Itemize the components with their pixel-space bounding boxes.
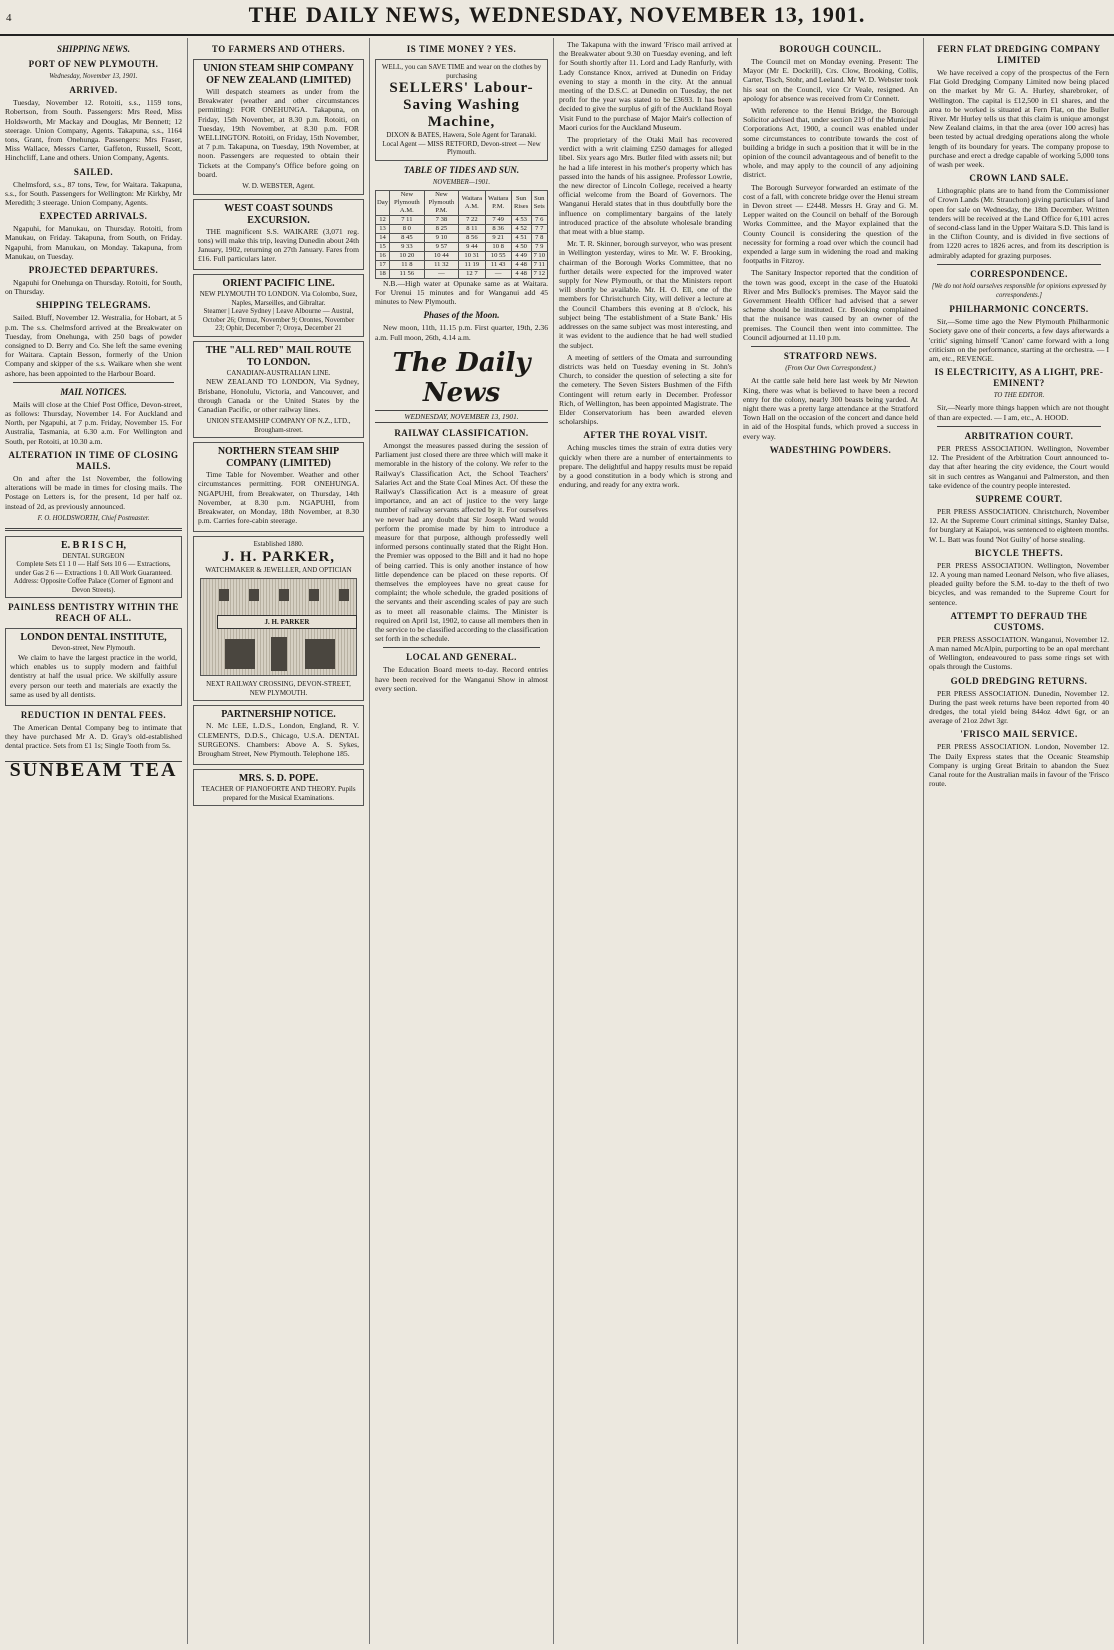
parker-sub: WATCHMAKER & JEWELLER, AND OPTICIAN: [205, 565, 352, 574]
window: [219, 589, 229, 601]
window: [279, 589, 289, 601]
union-schedule: Will despatch steamers as under from the Breakwater (weather and other circumstances permitting): FOR ONEHUNGA. Takapuna, on Friday, 15th November, at 8.30 p.m. Rotoiti, on Tuesday, 19th November, at 8.30 p.m. FOR WELLINGTON. Rotoiti, on Friday, 15th November, at 7 p.m. Takapuna, on Tuesday, 19th November, at noon. Passengers are requested to obtain their Tickets at the Company's Office before going on board.: [198, 87, 359, 179]
frisco-heading: 'FRISCO MAIL SERVICE.: [960, 729, 1078, 740]
newspaper-title: [0, 2, 1114, 28]
tides-cell: 4 50: [511, 242, 531, 251]
tides-column-header: New Plymouth A.M.: [390, 190, 425, 215]
tides-cell: 16: [376, 251, 390, 260]
tides-note: N.B.—High water at Opunake same as at Waitara. For Urenui 15 minutes and for Wanganui add 45 minutes to New Plymouth.: [375, 278, 548, 307]
expected-heading: EXPECTED ARRIVALS.: [39, 211, 148, 222]
tides-cell: 11 19: [459, 260, 485, 269]
local-general-text: The Education Board meets to-day. Record entries have been received for the Wanganui Show in almost every section.: [375, 665, 548, 693]
shop-window: [225, 639, 255, 669]
west-coast-ad: [193, 199, 364, 271]
local-news-a: The Takapuna with the inward 'Frisco mail arrived at the Breakwater about 9.30 on Tuesday evening, and left for South shortly after 11. Lord and Lady Ranfurly, with Lady Constance Knox, arrived at Dunedin on Friday evening to stay a month in the city. At the annual meeting of the D.S.C. at Dunedin on Tuesday, the net profit for the year was stated to be £3693. It has been decided to give the surplus of gift of the Auckland Royal Visit Fund to the purchase of Major Mair's collection of Maori curios for the Auckland Museum.: [559, 40, 732, 132]
tides-cell: 8 36: [485, 224, 511, 233]
west-coast-heading: WEST COAST SOUNDS EXCURSION.: [224, 202, 333, 226]
farmers-heading: TO FARMERS AND OTHERS.: [211, 44, 346, 54]
tides-cell: 4 48: [511, 260, 531, 269]
alteration-text: On and after the 1st November, the following alterations will be made in times for closing mails. The Postage on Letters is, for the present, 1d per half oz. instead of 2d, as previously announced.: [5, 473, 182, 511]
tides-cell: 7 22: [459, 215, 485, 224]
tides-cell: 12: [376, 215, 390, 224]
borough-text-d: The Sanitary Inspector reported that the condition of the town was good, except in the case of the Huatoki River and Mrs Bullock's premises. The Mayor said the Government Health Officer had advised that a sewer scheme should be instituted. Cr. Brooking complained that the nuisance was caused by an owner of the premises. The Council then went into committee. The Council adjourned at 11.10 p.m.: [743, 268, 918, 342]
parker-jeweller-ad: [193, 536, 364, 701]
london-dental-ad: [5, 628, 182, 706]
arrived-heading: ARRIVED.: [69, 85, 118, 96]
tides-cell: 7 49: [485, 215, 511, 224]
tides-heading: TABLE OF TIDES AND SUN.: [403, 164, 520, 175]
dentist-role: DENTAL SURGEON: [62, 551, 125, 560]
tides-cell: 4 49: [511, 251, 531, 260]
tides-cell: 7 9: [531, 242, 547, 251]
orient-sub: NEW PLYMOUTH TO LONDON. Via Colombo, Suez, Naples, Marseilles, and Gibraltar.: [199, 290, 358, 307]
mail-heading: MAIL NOTICES.: [60, 386, 127, 397]
borough-text-b: With reference to the Henui Bridge, the Borough Solicitor advised that, under section 219 of the Municipal Corporations Act, 1900, a council was enabled under some circumstances to contribute towards the cost of building a bridge in such a position that it will be in the opinion of the council advantageous and of benefit to the whole, and may apply to the council of any adjoining district.: [743, 106, 918, 180]
tides-cell: 7 7: [531, 224, 547, 233]
parker-heading: J. H. PARKER,: [221, 548, 336, 565]
sellers-heading: SELLERS' Labour-Saving Washing Machine,: [389, 80, 534, 130]
tides-cell: 7 8: [531, 233, 547, 242]
painless-heading: PAINLESS DENTISTRY WITHIN THE REACH OF ALL.: [8, 602, 179, 624]
arrived-text: Tuesday, November 12. Rotoiti, s.s., 1159 tons, Robertson, from South. Passengers: Mrs Reed, Miss Holdsworth, Mr Mackay and Douglas, Mr Bennett; 12 steerage. Union Company, Agents. Takapuna, s.s., 1164 tons, Grant, from Onehunga. Passengers: Mrs Fraser, Miss Wallace, Messrs Carter, Gaffeton, Russell, Scott, Hinchcliff, Lane and others. Union Company, Agents.: [5, 98, 182, 163]
arbitration-heading: ARBITRATION COURT.: [964, 430, 1074, 441]
window: [309, 589, 319, 601]
paper-nameplate: The Daily News: [392, 347, 531, 408]
union-agent: W. D. WEBSTER, Agent.: [242, 182, 315, 191]
tides-cell: 12 7: [459, 269, 485, 278]
shop-window: [305, 639, 335, 669]
tides-month: NOVEMBER—1901.: [432, 178, 491, 186]
port-heading: PORT OF NEW PLYMOUTH.: [28, 59, 159, 69]
tides-cell: 4 48: [511, 269, 531, 278]
electricity-text: Sir,—Nearly more things happen which are not thought of than are expected. — I am, etc., A. HOOD.: [929, 403, 1109, 422]
arbitration-text: PER PRESS ASSOCIATION. Wellington, November 12. The President of the Arbitration Court announced to-day that after hearing the city evidence, the Court would sit in such centres as Wanganui and Palmerston, and then take evidence of the country people interested.: [929, 443, 1109, 490]
tides-table: [375, 190, 548, 279]
electricity-heading: IS ELECTRICITY, AS A LIGHT, PRE-EMINENT?: [934, 367, 1104, 389]
gold-dredging-text: PER PRESS ASSOCIATION. Dunedin, November 12. During the past week returns have been reported from 40 dredges, the total yield being 844oz 4dwt 6gr, or an average of 21oz 2dwt 3gr.: [929, 688, 1109, 726]
tides-cell: 15: [376, 242, 390, 251]
telegrams-heading: SHIPPING TELEGRAMS.: [36, 300, 151, 311]
dixon-agent: DIXON & BATES, Hawera, Sole Agent for Taranaki.: [386, 131, 537, 139]
moon-text: New moon, 11th, 11.15 p.m. First quarter, 19th, 2.36 a.m. Full moon, 26th, 4.14 a.m.: [375, 323, 548, 342]
tides-cell: —: [485, 269, 511, 278]
tides-row: [376, 215, 548, 224]
tides-cell: 4 51: [511, 233, 531, 242]
dentist-name: E. B R I S C H,: [60, 539, 126, 551]
tides-cell: 8 0: [390, 224, 425, 233]
divider: [5, 528, 182, 531]
dentist-address: Address: Opposite Coffee Palace (Corner of Egmont and Devon Streets).: [13, 577, 174, 594]
borough-text-c: The Borough Surveyor forwarded an estimate of the cost of a fall, with concrete bridge over the Henui stream in Devon street — £2448. Messrs H. Gray and G. M. Lepper waited on the Council on behalf of the Borough Works Committee, and the Mayor explained that the County Council is considering the question of the necessity for forming a road over which the council had expended a large sum in widening the road and making footpaths in Fitzroy.: [743, 182, 918, 266]
tides-column-header: Sun Sets: [531, 190, 547, 215]
window: [339, 589, 349, 601]
tides-cell: 9 44: [459, 242, 485, 251]
tides-cell: 8 25: [424, 224, 458, 233]
tides-row: [376, 260, 548, 269]
divider: [937, 264, 1101, 265]
washing-machine-ad: [375, 59, 548, 161]
tides-cell: 17: [376, 260, 390, 269]
column-3: [370, 38, 554, 1644]
column-4: [554, 38, 738, 1644]
tides-cell: 4 52: [511, 224, 531, 233]
moon-heading: Phases of the Moon.: [423, 310, 500, 321]
tides-cell: 10 31: [459, 251, 485, 260]
stratford-heading: STRATFORD NEWS.: [783, 351, 878, 362]
tides-cell: 4 53: [511, 215, 531, 224]
supreme-text: PER PRESS ASSOCIATION. Christchurch, November 12. At the Supreme Court criminal sittings, Stanley Dalse, for burglary at Kaiapoi, was sentenced to eighteen months. W. L. Batt was found 'Not Guilty' of horse stealing.: [929, 506, 1109, 544]
title-date: WEDNESDAY, NOVEMBER 13, 1901.: [468, 2, 866, 27]
tides-cell: 7 12: [531, 269, 547, 278]
divider: [751, 346, 910, 347]
window: [249, 589, 259, 601]
local-general-heading: LOCAL AND GENERAL.: [406, 652, 517, 663]
shipping-news-heading: SHIPPING NEWS.: [56, 44, 130, 54]
tides-cell: 10 20: [390, 251, 425, 260]
projected-text: Ngapuhi for Onehunga on Thursday. Rotoiti, for South, on Thursday.: [5, 278, 182, 297]
tides-cell: 9 21: [485, 233, 511, 242]
philharmonic-heading: PHILHARMONIC CONCERTS.: [949, 304, 1089, 315]
tides-row: [376, 242, 548, 251]
page-folio: 4: [6, 12, 12, 24]
divider: [13, 382, 174, 383]
tides-cell: 8 11: [459, 224, 485, 233]
sunbeam-tea-ad: SUNBEAM TEA: [5, 761, 182, 775]
reduction-text: The American Dental Company beg to intimate that they have purchased Mr A. D. Gray's old-established dental practice. Sets from £1 1s; Single Tooth from 5s.: [5, 722, 182, 751]
canadian-text: NEW ZEALAND TO LONDON, Via Sydney, Brisbane, Honolulu, Victoria, and Vancouver, and through Canada or the United States by the Canadian Pacific, or other railway lines.: [198, 377, 359, 414]
tides-cell: 18: [376, 269, 390, 278]
column-6: [924, 38, 1114, 1644]
tides-column-header: Waitara A.M.: [459, 190, 485, 215]
all-red-ad: [193, 341, 364, 438]
after-royal-text: Aching muscles times the strain of extra duties very quickly when there are a number of entertainments to prepare. The delightful and happy results must be repaid by a good constitution in a body which is strong and enduring, and ready for any extra work.: [559, 443, 732, 490]
union-office: UNION STEAMSHIP COMPANY OF N.Z., LTD., Brougham-street.: [206, 417, 351, 434]
london-dental-sub: Devon-street, New Plymouth.: [51, 644, 136, 653]
postmaster-signature: F. O. HOLDSWORTH, Chief Postmaster.: [37, 514, 150, 522]
canadian-heading: CANADIAN-AUSTRALIAN LINE.: [226, 368, 331, 377]
tides-cell: 7 10: [531, 251, 547, 260]
london-dental-text: We claim to have the largest practice in the world, which enables us to supply modern and faithful dentistry at half the usual price. We skilfully assure every person our teeth and materials are exactly the same as used by all dentists.: [10, 652, 177, 699]
after-royal-heading: AFTER THE ROYAL VISIT.: [583, 430, 708, 441]
supreme-heading: SUPREME COURT.: [975, 493, 1063, 504]
partnership-ad: [193, 705, 364, 765]
bicycle-text: PER PRESS ASSOCIATION. Wellington, November 12. A young man named Leonard Nelson, who five aliases, pleaded guilty before the S.M. to-day to the theft of two bicycles, and was remanded to the Supreme Court for sentence.: [929, 560, 1109, 607]
tides-cell: 7 6: [531, 215, 547, 224]
tides-header-row: [376, 190, 548, 215]
tides-column-header: Waitara P.M.: [485, 190, 511, 215]
tides-column-header: Sun Rises: [511, 190, 531, 215]
fern-flat-text: We have received a copy of the prospectus of the Fern Flat Gold Dredging Company Limited now being placed on the market by Mr G. A. Hurley, sharebroker, of Wellington. The capital is £12,500 in £1 shares, and the area to be worked is situated at Fern Flat, on the Buller River. Mr Hurley tells us that this claim is unique amongst New Zealand claims, in that the area (over 100 acres) has been tested by actual dredging operations along the whole length of its boundary for years. The company propose to purchase and erect a dredge capable of working 5,000 tons of wash per week.: [929, 68, 1109, 170]
tides-cell: 14: [376, 233, 390, 242]
page-columns: [0, 38, 1114, 1646]
tides-row: [376, 233, 548, 242]
northern-steamship-ad: [193, 442, 364, 532]
tides-cell: 8 45: [390, 233, 425, 242]
washing-intro: WELL, you can SAVE TIME and wear on the clothes by purchasing: [381, 63, 542, 80]
editorial-date: WEDNESDAY, NOVEMBER 13, 1901.: [375, 410, 548, 423]
tides-column-header: New Plymouth P.M.: [424, 190, 458, 215]
tides-cell: 13: [376, 224, 390, 233]
bicycle-heading: BICYCLE THEFTS.: [974, 547, 1064, 558]
brisch-dentist-ad: [5, 536, 182, 599]
stratford-text: At the cattle sale held here last week by Mr Newton King, there was what is believed to have been a record entry for the colony, nearly 300 beasts being yarded. At night there was a pretty large attendance at the Stratford Town Hall on the occasion of the concert and dance held in aid of the Hospital funds, which proved a success in every way.: [743, 376, 918, 441]
sailed-heading: SAILED.: [73, 166, 114, 177]
local-news-c: Mr. T. R. Skinner, borough surveyor, who was present in Wellington yesterday, wires to Mr. W. F. Brooking, chairman of the Borough Works Committee, that no further details were expected for the improved water supply for New Plymouth, or that the Ministers report will shortly be available. Mr. H. O. Ell, one of the members for Christchurch City, will deliver a lecture at the Council Chambers this evening at 8 o'clock, his subject being 'The establishment of a State Bank.' His addresses on the same subject was most interesting, and it was evident to the audience that he had well studied the subject.: [559, 239, 732, 350]
electricity-sub: TO THE EDITOR.: [993, 392, 1045, 400]
tides-column-header: Day: [376, 190, 390, 215]
partnership-text: N. Mc LEE, L.D.S., London, England, R. V. CLEMENTS, D.D.S., Chicago, U.S.A. DENTAL SURGEONS. Chambers: Above A. S. Sykes, Brougham Street, New Plymouth. Telephone 185.: [198, 721, 359, 758]
local-agent: Local Agent — MISS RETFORD, Devon-street — New Plymouth.: [382, 139, 541, 156]
dentist-prices: Complete Sets £1 1 0 — Half Sets 10 6 — Extractions, under Gas 2 6 — Extractions 1 0. All Work Guaranteed.: [15, 560, 172, 577]
tides-cell: 7 11: [531, 260, 547, 269]
tides-cell: 9 57: [424, 242, 458, 251]
tides-cell: 9 10: [424, 233, 458, 242]
tides-cell: 11 32: [424, 260, 458, 269]
tides-cell: 7 38: [424, 215, 458, 224]
tides-cell: —: [424, 269, 458, 278]
reduction-heading: REDUCTION IN DENTAL FEES.: [20, 709, 167, 720]
railway-text: Amongst the measures passed during the session of Parliament just closed there are three which will make it memorable in the history of the colony. We refer to the Railway's Classification Act, the School Teachers' Salaries Act and the State Coal Mines Act. Of these the Railway's Classification Act is a measure of great importance, and an act of justice to the very large number of railway servants affected by it. For ourselves we never had any doubt that Sir Joseph Ward would perform the promise made by him to introduce a measure for that purpose, although professedly well informed persons continually stated that the Right Hon. the Premier was opposed to the Bill and it had no hope of being carried. This is only another instance of how little dependence can be placed on these reports. Of themselves the employees have no great cause for complaint; the whole schedule, the graded positions of the servants and their ascending scales of pay are such as to meet all reasonable claims. The Minister is required on April 1st, 1902, to cause all members then in the service to be classified according to the classification set forth in the schedule.: [375, 440, 548, 644]
telegrams-text: Sailed. Bluff, November 12. Westralia, for Hobart, at 5 p.m. The s.s. Chelmsford arrived at the Breakwater on Tuesday, from Onehunga, with 250 bags of powder consigned to D. Berry and Co. She left the same evening for Waitara. Captain Besson, formerly of the Union Company and skipper of the s.s. Waikare when she went ashore, has been appointed to the Harbour Board.: [5, 313, 182, 378]
divider: [383, 647, 540, 648]
orient-heading: ORIENT PACIFIC LINE.: [222, 278, 335, 290]
divider: [937, 426, 1101, 427]
time-money-heading: IS TIME MONEY ? YES.: [406, 44, 517, 54]
local-news-d: A meeting of settlers of the Omata and surrounding districts was held on Tuesday evening in St. John's Church, to consider the question of selecting a site for the cemetery. The Seven Sisters Bushmen of the Fifth Contingent will return early in December. Professor Rich, of Wellington, has been appointed Magistrate. The Elder Conservatorium has been awarded eleven scholarships.: [559, 352, 732, 427]
mail-text: Mails will close at the Chief Post Office, Devon-street, as follows: Thursday, November 14. For Auckland and North, per Ngapuhi, at 7 p.m. Friday, November 15. For Australia, Tasmania, at 6.30 a.m. For Wellington and South, per Rotoiti, at 10.30 a.m.: [5, 399, 182, 446]
parker-footer: NEXT RAILWAY CROSSING, DEVON-STREET, NEW PLYMOUTH.: [206, 680, 351, 697]
tides-cell: 8 56: [459, 233, 485, 242]
crown-land-heading: CROWN LAND SALE.: [969, 173, 1069, 184]
borough-heading: BOROUGH COUNCIL.: [779, 44, 882, 54]
northern-text: Time Table for November. Weather and other circumstances permitting. FOR ONEHUNGA. NGAPUHI, from Breakwater, on Thursday, 14th November, at 8.30 p.m. NGAPUHI, from Breakwater, on Monday, 18th November, at 8.30 p.m. Carries fore-cabin steerage.: [198, 470, 359, 526]
port-date: Wednesday, November 13, 1901.: [49, 73, 138, 80]
pope-text: TEACHER OF PIANOFORTE AND THEORY. Pupils prepared for the Musical Examinations.: [201, 785, 356, 802]
correspondence-heading: CORRESPONDENCE.: [970, 268, 1068, 279]
philharmonic-text: Sir,—Some time ago the New Plymouth Philharmonic Society gave one of their concerts, a few days afterwards a 'critic' signing himself 'Canon' came forward with a long criticism on the performance, starting at the orchestra. — I am, etc., REVENGE.: [929, 317, 1109, 364]
established: Established 1880.: [253, 540, 304, 549]
column-5: [738, 38, 924, 1644]
tides-row: [376, 251, 548, 260]
shopfront-engraving: [200, 578, 357, 676]
tides-cell: 9 33: [390, 242, 425, 251]
column-2: [188, 38, 370, 1644]
title-article: THE: [248, 2, 299, 27]
shop-sign: J. H. PARKER: [217, 615, 357, 629]
defraud-text: PER PRESS ASSOCIATION. Wanganui, November 12. A man named McAlpin, purporting to be an opal merchant of Wellington, endeavoured to pass some rings set with opals through the Customs.: [929, 634, 1109, 672]
orient-table: Steamer | Leave Sydney | Leave Albourne — Austral, October 26; Ormuz, November 9; Orontes, November 23; Ophir, December 7; Oroya, December 21: [202, 307, 355, 333]
sailed-text: Chelmsford, s.s., 87 tons, Tew, for Waitara. Takapuna, s.s., for South. Passengers for Wellington: Mr Kirkby, Mr Meredith; 3 steerage. Union Company, Agents.: [5, 179, 182, 208]
all-red-heading: THE "ALL RED" MAIL ROUTE TO LONDON.: [205, 344, 352, 368]
pope-heading: MRS. S. D. POPE.: [238, 773, 319, 785]
tides-cell: 11 8: [390, 260, 425, 269]
defraud-heading: ATTEMPT TO DEFRAUD THE CUSTOMS.: [950, 610, 1088, 632]
frisco-text: PER PRESS ASSOCIATION. London, November 12. The Daily Express states that the Oceanic Steamship Company is urging Great Britain to abandon the Suez Canal route for the Australian mails in favour of the 'Frisco route.: [929, 742, 1109, 789]
masthead: [0, 0, 1114, 36]
tides-body: [376, 215, 548, 278]
partnership-heading: PARTNERSHIP NOTICE.: [221, 709, 336, 721]
alteration-heading: ALTERATION IN TIME OF CLOSING MAILS.: [8, 449, 179, 471]
crown-land-text: Lithographic plans are to hand from the Commissioner of Crown Lands (Mr. Strauchon) giving particulars of land open for sale on Wednesday, the 18th December. Written tenders will be received at the Land Office for 6,101 acres of second-class land in the Upper Waitara S.D. This land is in the Clifton County, and is divided in five sections of from 1220 acres to 1826 acres, and from its description is admirably adapted for grazing purposes.: [929, 186, 1109, 260]
local-news-b: The proprietary of the Otaki Mail has recovered verdict with a writ claiming £250 damages for alleged libel. Six years ago Mrs. Butler filed with assets nil; but he had a life interest in his mother's property which has passed into the hands of his assignee. Professor Lowrie, the new director of Lincoln College, received a hearty official welcome from the Board of Governors. The Wanganui Herald states that in thus doubtfully bore the influence on complimentary bargains of the lately introduced practice of the absolute wholesale branding that meat with a blue stamp.: [559, 135, 732, 237]
tides-row: [376, 224, 548, 233]
tides-cell: 10 55: [485, 251, 511, 260]
projected-heading: PROJECTED DEPARTURES.: [28, 265, 159, 276]
expected-text: Ngapuhi, for Manukau, on Thursday. Rotoiti, from Manukau, on Friday. Takapuna, from South, on Friday. Ngapuhi, from Manukau, on Monday. Takapuna, from Manukau, on Tuesday.: [5, 224, 182, 261]
tides-cell: 7 11: [390, 215, 425, 224]
fern-flat-heading: FERN FLAT DREDGING COMPANY LIMITED: [937, 44, 1101, 65]
railway-heading: RAILWAY CLASSIFICATION.: [394, 427, 529, 438]
northern-heading: NORTHERN STEAM SHIP COMPANY (LIMITED): [217, 446, 340, 470]
gold-dredging-heading: GOLD DREDGING RETURNS.: [950, 675, 1088, 686]
tides-cell: 11 43: [485, 260, 511, 269]
pope-ad: [193, 769, 364, 806]
tides-row: [376, 269, 548, 278]
union-steamship-ad: [193, 59, 364, 195]
tides-cell: 11 56: [390, 269, 425, 278]
title-name: DAILY NEWS,: [306, 2, 461, 27]
orient-line-ad: [193, 274, 364, 337]
borough-text-a: The Council met on Monday evening. Present: The Mayor (Mr E. Dockrill), Crs. Clow, Brooking, Collis, Carter, Tisch, Stohr, and Leeland. Mr W. D. Webster took his seat on the Council, vice Cr Veale, resigned. An apology for absence was received from Cr Connett.: [743, 57, 918, 103]
column-1: [0, 38, 188, 1644]
correspondence-note: [We do not hold ourselves responsible for opinions expressed by correspondents.]: [931, 282, 1107, 300]
tides-cell: 10 8: [485, 242, 511, 251]
union-heading: UNION STEAM SHIP COMPANY OF NEW ZEALAND (LIMITED): [203, 63, 354, 86]
tides-cell: 10 44: [424, 251, 458, 260]
stratford-sub: (From Our Own Correspondent.): [785, 365, 876, 373]
wadesthing-ad: WADESTHING POWDERS.: [769, 444, 892, 455]
shop-door: [271, 637, 287, 671]
west-coast-text: THE magnificent S.S. WAIKARE (3,071 reg. tons) will make this trip, leaving Dunedin about 24th January, 1902, returning on 27th January. Fares from £16. Full particulars later.: [198, 226, 359, 264]
london-dental-heading: LONDON DENTAL INSTITUTE,: [20, 632, 167, 644]
